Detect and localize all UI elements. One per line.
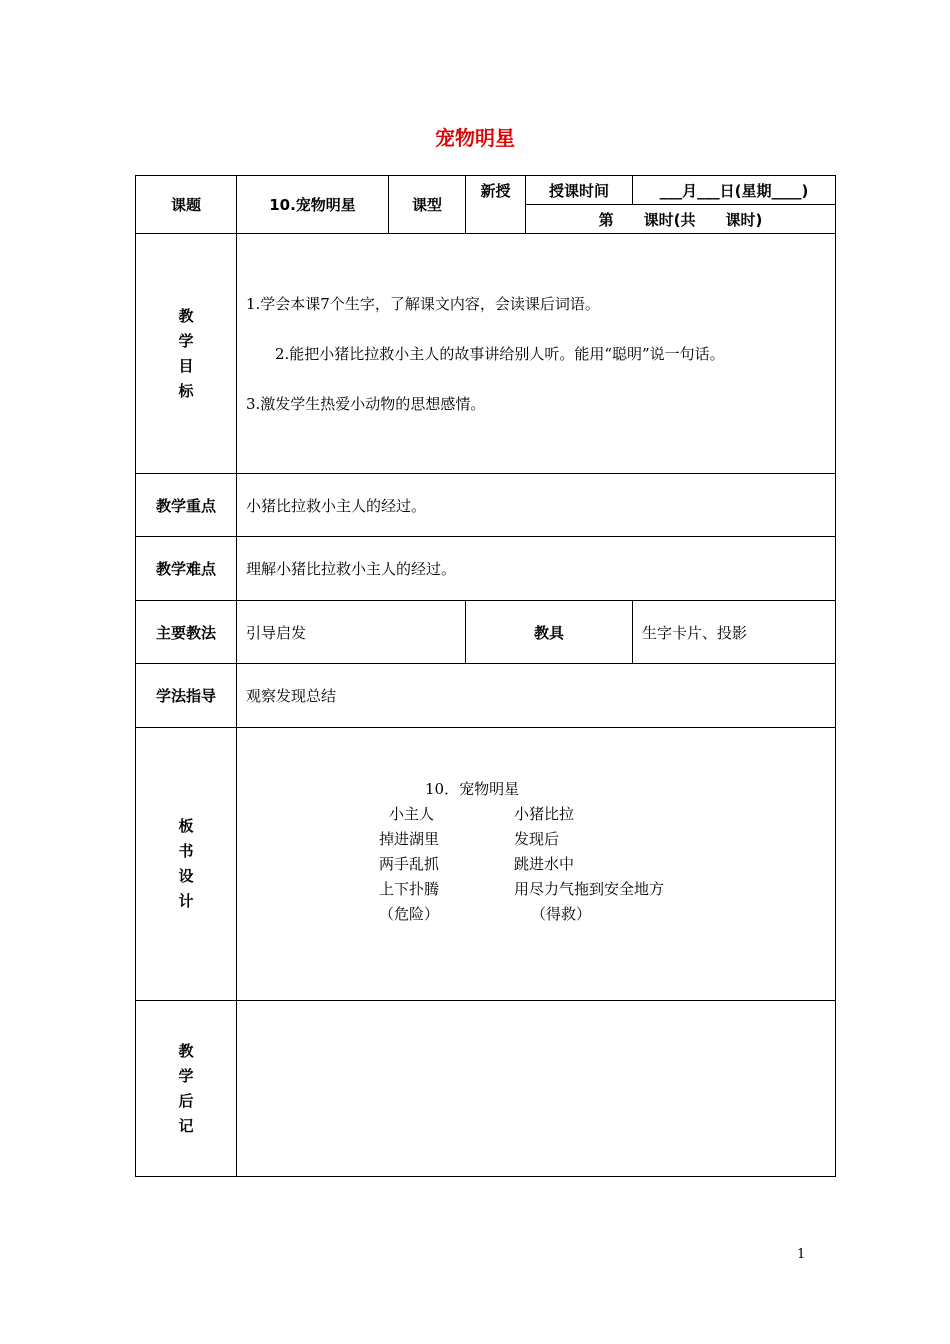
lesson-type-value: 新授 <box>466 176 526 234</box>
board-label-char: 设 <box>178 867 194 885</box>
board-right-cell: 小猪比拉 <box>514 805 575 823</box>
board-left-cell: （危险） <box>379 905 440 923</box>
goal-item: 3.激发学生热爱小动物的思想感情。 <box>246 394 486 413</box>
tools-value: 生字卡片、投影 <box>633 601 836 664</box>
key-point-label: 教学重点 <box>136 474 237 537</box>
difficulty-value: 理解小猪比拉救小主人的经过。 <box>237 537 836 601</box>
teaching-notes-label <box>136 1001 237 1177</box>
goals-label-char: 教 <box>178 306 194 325</box>
notes-label-char: 学 <box>178 1066 194 1085</box>
topic-label: 课题 <box>136 176 237 234</box>
method-label: 主要教法 <box>136 601 237 664</box>
date-value: ___月___日(星期____) <box>633 176 836 205</box>
difficulty-label: 教学难点 <box>136 537 237 601</box>
board-design-cell <box>237 728 836 1001</box>
board-right-cell: 用尽力气拖到安全地方 <box>514 880 665 898</box>
goals-label-char: 标 <box>178 381 194 400</box>
document-title: 宠物明星 <box>435 126 515 150</box>
board-right-cell: 发现后 <box>514 830 560 848</box>
board-right-cell: 跳进水中 <box>514 855 575 873</box>
time-label: 授课时间 <box>526 176 633 205</box>
goal-item: 2.能把小猪比拉救小主人的故事讲给别人听。能用“聪明”说一句话。 <box>275 344 725 363</box>
board-left-cell: 两手乱抓 <box>379 855 440 873</box>
board-right-cell: （得救） <box>531 905 592 923</box>
study-guide-label: 学法指导 <box>136 664 237 728</box>
board-label-char: 计 <box>178 892 194 910</box>
lesson-plan-table <box>135 175 836 1177</box>
tools-label: 教具 <box>466 601 633 664</box>
method-value: 引导启发 <box>237 601 466 664</box>
board-design-label <box>136 728 237 1001</box>
key-point-value: 小猪比拉救小主人的经过。 <box>237 474 836 537</box>
board-left-cell: 掉进湖里 <box>379 830 440 848</box>
notes-label-char: 后 <box>178 1091 194 1110</box>
notes-label-char: 记 <box>178 1116 194 1135</box>
notes-label-char: 教 <box>178 1041 194 1060</box>
topic-value: 10.宠物明星 <box>237 176 389 234</box>
board-left-cell: 小主人 <box>389 805 435 823</box>
period-value: 第 课时(共 课时) <box>526 205 836 234</box>
goal-item: 1.学会本课7个生字，了解课文内容，会读课后词语。 <box>246 294 600 313</box>
board-title: 10．宠物明星 <box>425 780 520 798</box>
lesson-type-label: 课型 <box>389 176 466 234</box>
board-label-char: 书 <box>178 842 194 860</box>
goals-label <box>136 234 237 474</box>
board-left-cell: 上下扑腾 <box>379 880 440 898</box>
goals-label-char: 目 <box>178 356 194 375</box>
goals-label-char: 学 <box>178 331 194 350</box>
goals-cell <box>237 234 836 474</box>
study-guide-value: 观察发现总结 <box>237 664 836 728</box>
teaching-notes-cell <box>237 1001 836 1177</box>
board-label-char: 板 <box>178 817 194 835</box>
page-number: 1 <box>797 1247 806 1262</box>
